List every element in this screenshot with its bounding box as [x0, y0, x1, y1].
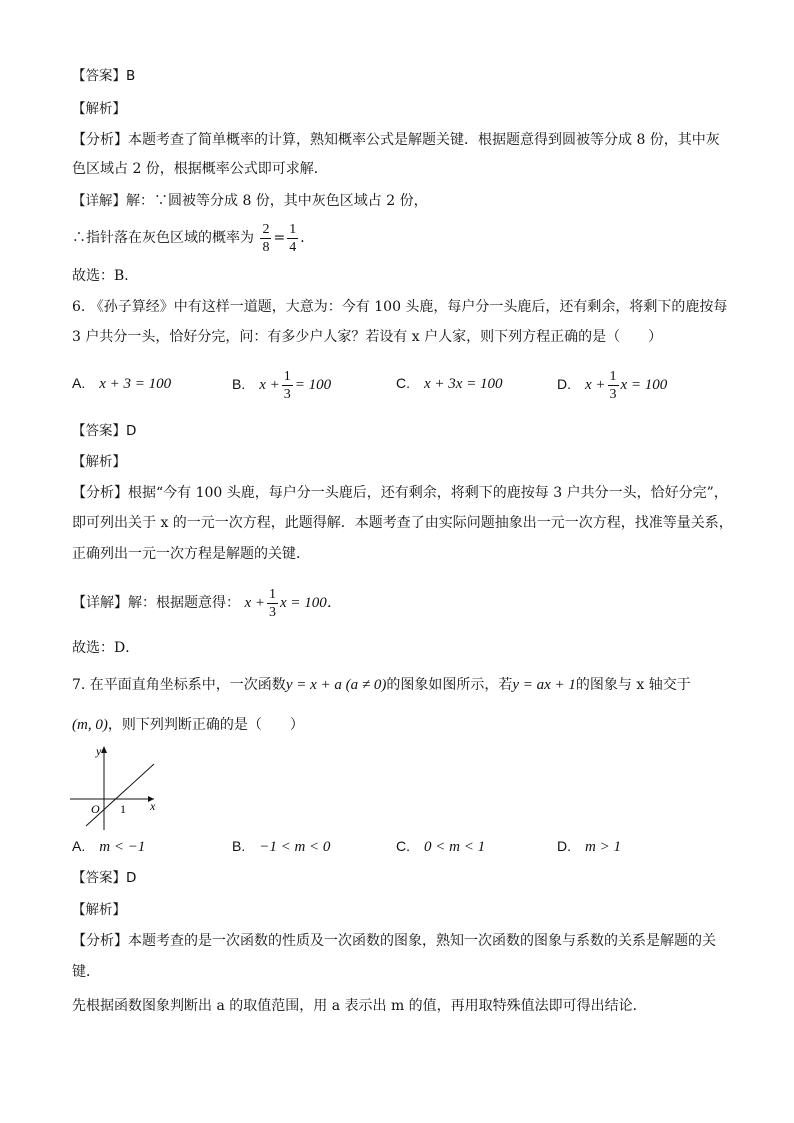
graph-origin-label: O — [91, 802, 100, 816]
q5-choose: 故选：B． — [72, 268, 139, 284]
q5-detail — [72, 191, 428, 211]
graph-tick-1-label: 1 — [120, 802, 126, 816]
q6-stem-1: 6. 《孙子算经》中有这样一道题，大意为：今有 100 头鹿，每户分一头鹿后，还有剩余，将剩下的鹿按每 — [72, 299, 728, 315]
graph-function-line — [86, 764, 154, 826]
q5-answer: 【答案】B — [72, 68, 136, 84]
q7-analysis-2: 键． — [72, 964, 100, 980]
q7-stem-2: (m, 0)，则下列判断正确的是（ ） — [72, 717, 304, 733]
q5-detail-text: 解：∵圆被等分成 8 份，其中灰色区域占 2 份， — [126, 193, 428, 209]
q7-option-a: A. m < −1 — [72, 838, 146, 855]
q5-probability: ∴指针落在灰色区域的概率为 $\frac{2}{8}$ = $\frac{1}{4}$ ． — [72, 221, 315, 255]
q6-stem-2: 3 户共分一头，恰好分完，问：有多少户人家？若设有 x 户人家，则下列方程正确的是（ ） — [72, 329, 663, 345]
q7-option-b: B. −1 < m < 0 — [232, 838, 331, 855]
q7-function-graph — [66, 742, 166, 832]
q5-fraction-2-8: $\frac{2}{8}$ — [262, 221, 270, 255]
q5-detail-label: 【详解】 — [72, 193, 126, 209]
q5-equals: = — [273, 230, 286, 246]
q5-analysis: 【分析】本题考查了简单概率的计算，熟知概率公式是解题关键．根据题意得到圆被等分成 8 份，其中灰 — [72, 132, 720, 148]
q7-jiexi: 【解析】 — [72, 902, 126, 918]
q6-detail-fraction: $\frac{1}{3}$ — [268, 586, 276, 620]
graph-y-label: y — [96, 744, 102, 758]
graph-x-label: x — [150, 799, 156, 813]
q7-option-d: D. m > 1 — [557, 838, 621, 855]
q7-option-c: C. 0 < m < 1 — [396, 838, 486, 855]
q6-analysis-1: 【分析】根据“今有 100 头鹿，每户分一头鹿后，还有剩余，将剩下的鹿按每 3 户共分一头，恰好分完”， — [72, 485, 728, 501]
q5-prob-text: ∴指针落在灰色区域的概率为 — [72, 230, 254, 246]
q5-fraction-1-4: $\frac{1}{4}$ — [289, 221, 297, 255]
q7-answer: 【答案】D — [72, 870, 137, 886]
q7-analysis-1: 【分析】本题考查的是一次函数的性质及一次函数的图象，熟知一次函数的图象与系数的关系是解题的关 — [72, 933, 716, 949]
q6-choose: 故选：D． — [72, 640, 140, 656]
q6-analysis-2: 即可列出关于 x 的一元一次方程，此题得解．本题考查了由实际问题抽象出一元一次方程，找准等量关系， — [72, 515, 733, 531]
q5-jiexi: 【解析】 — [72, 101, 126, 117]
q7-stem-1: 7. 在平面直角坐标系中，一次函数y = x + a (a ≠ 0)的图象如图所示，若y = ax + 1的图象与 x 轴交于 — [72, 677, 691, 693]
q6-option-a: A. x + 3 = 100 — [72, 375, 172, 392]
q6-option-c: C. x + 3x = 100 — [396, 375, 503, 392]
q7-analysis-3: 先根据函数图象判断出 a 的取值范围，用 a 表示出 m 的值，再用取特殊值法即可得出结论． — [72, 998, 647, 1014]
q6-detail: 【详解】解：根据题意得： x + $\frac{1}{3}$ x = 100． — [72, 586, 342, 620]
q6-option-d: D. x + $\frac{1}{3}$ x = 100 — [557, 368, 668, 402]
q5-analysis-cont: 色区域占 2 份，根据概率公式即可求解． — [72, 161, 328, 177]
q6-analysis-3: 正确列出一元一次方程是解题的关键． — [72, 546, 310, 562]
q6-jiexi: 【解析】 — [72, 454, 126, 470]
graph-y-arrow — [101, 746, 107, 753]
q6-option-b: B. x + $\frac{1}{3}$ = 100 — [232, 368, 332, 402]
q6-answer: 【答案】D — [72, 423, 137, 439]
